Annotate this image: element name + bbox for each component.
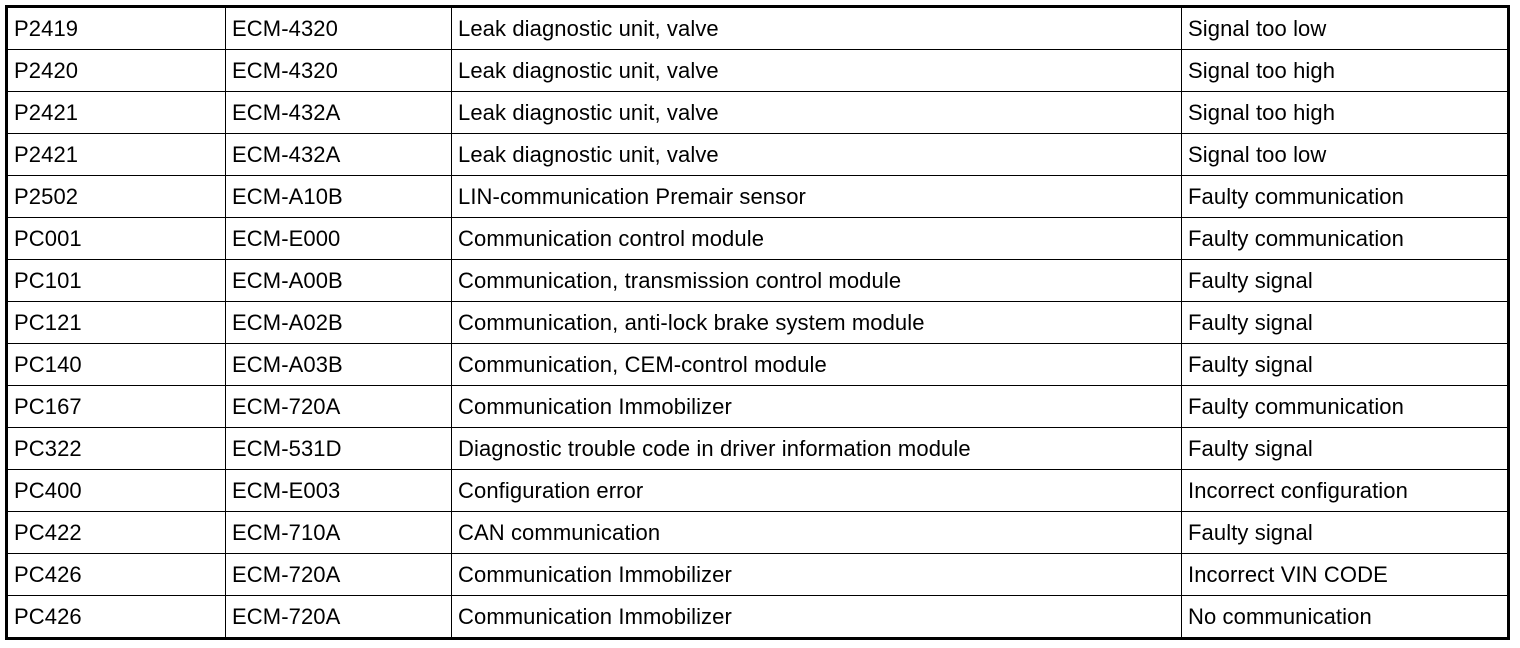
dtc-code-cell: PC426 xyxy=(7,554,226,596)
fault-type-cell: Incorrect VIN CODE xyxy=(1182,554,1509,596)
fault-type-cell: Faulty signal xyxy=(1182,428,1509,470)
dtc-code-cell: PC140 xyxy=(7,344,226,386)
ecm-code-cell: ECM-720A xyxy=(226,554,452,596)
table-row xyxy=(7,134,1509,176)
dtc-table-container xyxy=(5,5,1507,640)
fault-type-cell: Faulty signal xyxy=(1182,302,1509,344)
component-cell: LIN-communication Premair sensor xyxy=(452,176,1182,218)
fault-type-cell: Signal too low xyxy=(1182,7,1509,50)
dtc-code-cell: P2419 xyxy=(7,7,226,50)
ecm-code-cell: ECM-720A xyxy=(226,596,452,639)
component-cell: Leak diagnostic unit, valve xyxy=(452,92,1182,134)
fault-type-cell: Faulty signal xyxy=(1182,344,1509,386)
ecm-code-cell: ECM-A00B xyxy=(226,260,452,302)
table-row xyxy=(7,302,1509,344)
fault-type-cell: Faulty signal xyxy=(1182,512,1509,554)
table-row xyxy=(7,260,1509,302)
ecm-code-cell: ECM-720A xyxy=(226,386,452,428)
ecm-code-cell: ECM-A02B xyxy=(226,302,452,344)
dtc-code-cell: PC167 xyxy=(7,386,226,428)
dtc-code-cell: PC422 xyxy=(7,512,226,554)
ecm-code-cell: ECM-A10B xyxy=(226,176,452,218)
component-cell: Diagnostic trouble code in driver information module xyxy=(452,428,1182,470)
dtc-code-cell: P2421 xyxy=(7,134,226,176)
ecm-code-cell: ECM-E000 xyxy=(226,218,452,260)
fault-type-cell: Incorrect configuration xyxy=(1182,470,1509,512)
fault-type-cell: No communication xyxy=(1182,596,1509,639)
dtc-code-cell: P2421 xyxy=(7,92,226,134)
table-row xyxy=(7,92,1509,134)
component-cell: CAN communication xyxy=(452,512,1182,554)
dtc-code-cell: PC001 xyxy=(7,218,226,260)
ecm-code-cell: ECM-710A xyxy=(226,512,452,554)
component-cell: Communication Immobilizer xyxy=(452,554,1182,596)
dtc-code-cell: PC101 xyxy=(7,260,226,302)
fault-type-cell: Faulty communication xyxy=(1182,218,1509,260)
dtc-code-cell: PC400 xyxy=(7,470,226,512)
dtc-code-cell: P2420 xyxy=(7,50,226,92)
ecm-code-cell: ECM-531D xyxy=(226,428,452,470)
table-row xyxy=(7,596,1509,639)
ecm-code-cell: ECM-A03B xyxy=(226,344,452,386)
dtc-code-cell: P2502 xyxy=(7,176,226,218)
component-cell: Communication control module xyxy=(452,218,1182,260)
component-cell: Configuration error xyxy=(452,470,1182,512)
table-row xyxy=(7,176,1509,218)
component-cell: Communication Immobilizer xyxy=(452,596,1182,639)
ecm-code-cell: ECM-432A xyxy=(226,134,452,176)
fault-type-cell: Faulty communication xyxy=(1182,176,1509,218)
table-row xyxy=(7,218,1509,260)
table-row xyxy=(7,344,1509,386)
dtc-code-cell: PC121 xyxy=(7,302,226,344)
component-cell: Leak diagnostic unit, valve xyxy=(452,7,1182,50)
dtc-table xyxy=(5,5,1510,640)
dtc-code-cell: PC322 xyxy=(7,428,226,470)
component-cell: Leak diagnostic unit, valve xyxy=(452,134,1182,176)
table-row xyxy=(7,428,1509,470)
ecm-code-cell: ECM-4320 xyxy=(226,50,452,92)
fault-type-cell: Signal too high xyxy=(1182,50,1509,92)
fault-type-cell: Signal too high xyxy=(1182,92,1509,134)
table-row xyxy=(7,50,1509,92)
component-cell: Communication, CEM-control module xyxy=(452,344,1182,386)
ecm-code-cell: ECM-4320 xyxy=(226,7,452,50)
dtc-code-cell: PC426 xyxy=(7,596,226,639)
fault-type-cell: Signal too low xyxy=(1182,134,1509,176)
component-cell: Communication, transmission control module xyxy=(452,260,1182,302)
component-cell: Communication Immobilizer xyxy=(452,386,1182,428)
table-row xyxy=(7,554,1509,596)
table-row xyxy=(7,7,1509,50)
dtc-table-body xyxy=(7,7,1509,639)
table-row xyxy=(7,512,1509,554)
ecm-code-cell: ECM-E003 xyxy=(226,470,452,512)
fault-type-cell: Faulty signal xyxy=(1182,260,1509,302)
component-cell: Communication, anti-lock brake system module xyxy=(452,302,1182,344)
table-row xyxy=(7,386,1509,428)
table-row xyxy=(7,470,1509,512)
ecm-code-cell: ECM-432A xyxy=(226,92,452,134)
component-cell: Leak diagnostic unit, valve xyxy=(452,50,1182,92)
fault-type-cell: Faulty communication xyxy=(1182,386,1509,428)
